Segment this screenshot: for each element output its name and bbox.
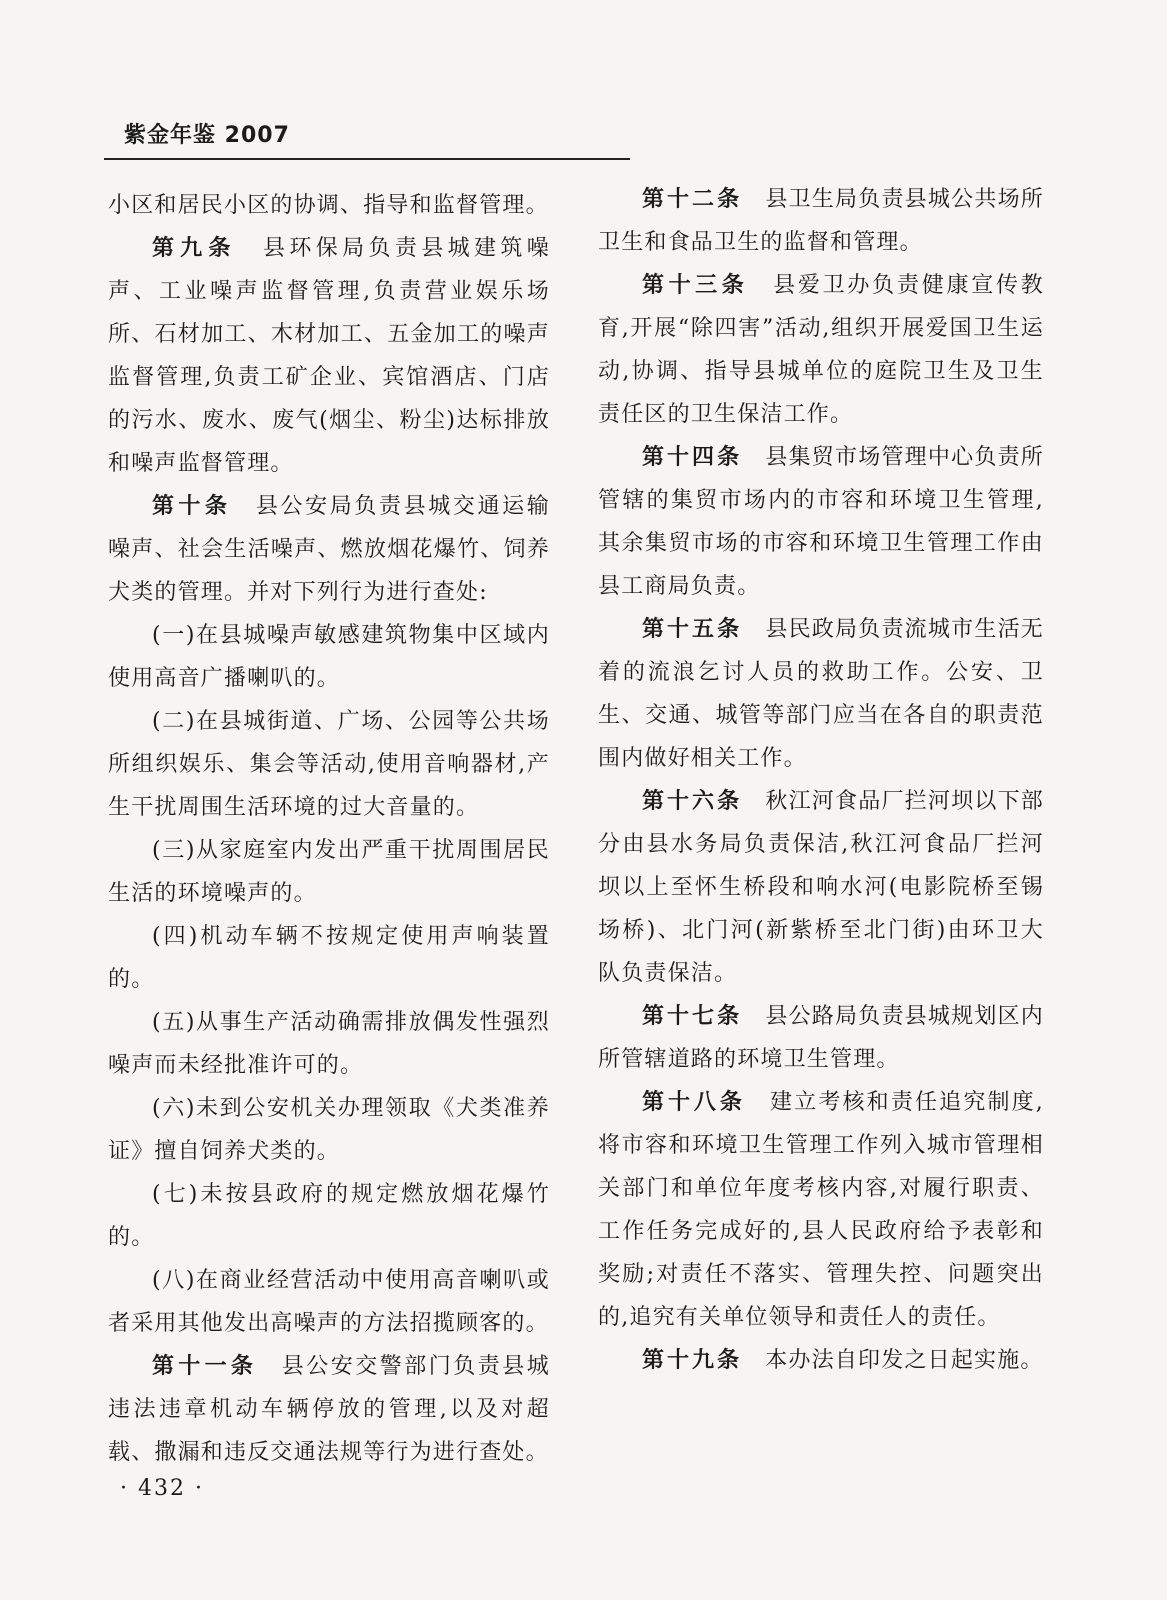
article-paragraph [598,780,1044,995]
right-column [598,178,1044,1382]
article-paragraph [108,485,550,614]
article-paragraph [598,1339,1044,1382]
paragraph [108,1173,550,1259]
paragraph-text: 县公安交警部门负责县城违法违章机动车辆停放的管理,以及对超载、撒漏和违反交通法规等行为进行查处。 [108,1354,551,1465]
paragraph-text: (七)未按县政府的规定燃放烟花爆竹的。 [108,1182,550,1250]
paragraph-text: (五)从事生产活动确需排放偶发性强烈噪声而未经批准许可的。 [108,1010,550,1078]
paragraph [108,1259,550,1345]
article-paragraph [108,227,550,485]
article-paragraph [598,178,1044,264]
paragraph [108,700,550,829]
article-number: 第十九条 [642,1348,743,1373]
paragraph-text: 县公安局负责县城交通运输噪声、社会生活噪声、燃放烟花爆竹、饲养犬类的管理。并对下列行为进行查处: [108,494,550,605]
paragraph-text: 县公路局负责县城规划区内所管辖道路的环境卫生管理。 [598,1004,1045,1072]
paragraph [108,915,550,1001]
article-number: 第十三条 [642,273,749,298]
paragraph [108,1001,550,1087]
running-header [104,120,630,160]
article-number: 第十八条 [642,1090,746,1115]
article-paragraph [108,1345,550,1474]
paragraph-text: (八)在商业经营活动中使用高音喇叭或者采用其他发出高噪声的方法招揽顾客的。 [108,1268,550,1336]
paragraph [108,1087,550,1173]
paragraph-text: (三)从家庭室内发出严重干扰周围居民生活的环境噪声的。 [108,838,550,906]
article-paragraph [598,995,1044,1081]
yearbook-title: 紫金年鉴 2007 [124,123,290,148]
article-paragraph [598,264,1044,436]
article-paragraph [598,436,1044,608]
article-number: 第十一条 [152,1354,258,1379]
left-column [108,184,550,1474]
paragraph-text: 建立考核和责任追究制度,将市容和环境卫生管理工作列入城市管理相关部门和单位年度考核内容,对履行职责、工作任务完成好的,县人民政府给予表彰和奖励;对责任不落实、管理失控、问题突出的,追究有关单位领导和责任人的责任。 [598,1090,1044,1330]
paragraph-text: (一)在县城噪声敏感建筑物集中区域内使用高音广播喇叭的。 [108,623,550,691]
paragraph [108,184,550,227]
paragraph-text: 县爱卫办负责健康宣传教育,开展“除四害”活动,组织开展爱国卫生运动,协调、指导县城单位的庭院卫生及卫生责任区的卫生保洁工作。 [598,273,1044,427]
paragraph-text: 县民政局负责流城市生活无着的流浪乞讨人员的救助工作。公安、卫生、交通、城管等部门应当在各自的职责范围内做好相关工作。 [598,617,1045,771]
article-number: 第十五条 [642,617,743,642]
article-number: 第十四条 [642,445,743,470]
article-paragraph [598,1081,1044,1339]
paragraph-text: 秋江河食品厂拦河坝以下部分由县水务局负责保洁,秋江河食品厂拦河坝以上至怀生桥段和响水河(电影院桥至锡场桥)、北门河(新紫桥至北门街)由环卫大队负责保洁。 [598,789,1045,986]
paragraph-text: 县集贸市场管理中心负责所管辖的集贸市场内的市容和环境卫生管理,其余集贸市场的市容和环境卫生管理工作由县工商局负责。 [598,445,1045,599]
paragraph-text: 县环保局负责县城建筑噪声、工业噪声监督管理,负责营业娱乐场所、石材加工、木材加工、五金加工的噪声监督管理,负责工矿企业、宾馆酒店、门店的污水、废水、废气(烟尘、粉尘)达标排放和噪声监督管理。 [108,236,550,476]
article-number: 第十条 [152,494,232,519]
paragraph [108,829,550,915]
article-number: 第九条 [152,236,237,261]
paragraph-text: 小区和居民小区的协调、指导和监督管理。 [108,193,549,218]
paragraph [108,614,550,700]
header-rule [104,158,630,160]
paragraph-text: (四)机动车辆不按规定使用声响装置的。 [108,924,550,992]
paragraph-text: (二)在县城街道、广场、公园等公共场所组织娱乐、集会等活动,使用音响器材,产生干扰周围生活环境的过大音量的。 [108,709,550,820]
article-number: 第十七条 [642,1004,743,1029]
article-number: 第十二条 [642,187,743,212]
article-number: 第十六条 [642,789,743,814]
page-number: · 432 · [120,1476,204,1501]
paragraph-text: (六)未到公安机关办理领取《犬类准养证》擅自饲养犬类的。 [108,1096,550,1164]
article-paragraph [598,608,1044,780]
paragraph-text: 本办法自印发之日起实施。 [765,1348,1044,1373]
paragraph-text: 县卫生局负责县城公共场所卫生和食品卫生的监督和管理。 [598,187,1045,255]
